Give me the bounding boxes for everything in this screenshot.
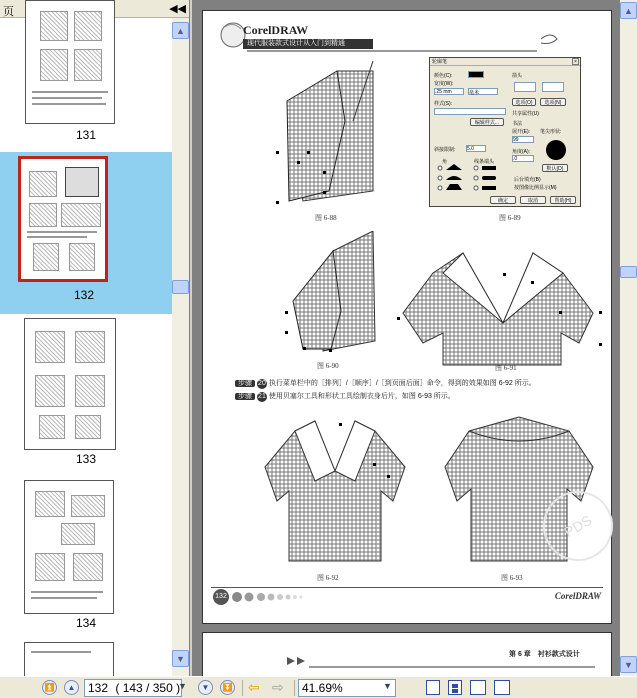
- thumbnail-page-135[interactable]: [0, 642, 172, 676]
- scroll-thumb[interactable]: [620, 266, 637, 278]
- miter-field: [466, 145, 486, 152]
- calligraphy-label: 书法: [512, 121, 523, 127]
- width-field: [434, 88, 464, 95]
- watermark-text: PDS: [561, 511, 595, 541]
- share-attributes-label: 共享属性(U): [512, 111, 539, 117]
- book-subtitle: 现代服装款式设计从入门到精通: [243, 39, 373, 49]
- current-page-value: 132: [88, 681, 109, 695]
- page-number: 132: [213, 589, 229, 605]
- thumbnail-image: [18, 156, 108, 282]
- thumbnail-label: 131: [75, 128, 97, 142]
- scroll-up-icon[interactable]: ▲: [172, 22, 189, 39]
- shirt-front-layered-drawing: [255, 411, 415, 569]
- step-20: [235, 378, 615, 389]
- close-icon: ×: [572, 58, 579, 65]
- style-label: 样式(S):: [434, 101, 453, 107]
- figure-caption: 图 6-89: [499, 214, 521, 222]
- color-swatch: [468, 71, 484, 78]
- edit-style-button: 编辑样式...: [470, 118, 504, 126]
- stretch-value: 99: [513, 137, 519, 143]
- document-view: [192, 0, 620, 676]
- color-label: 颜色(C):: [434, 73, 453, 79]
- previous-page-icon[interactable]: ▲: [64, 680, 79, 695]
- width-value: .25 mm: [435, 89, 452, 95]
- outline-pen-dialog: [429, 57, 581, 207]
- arrow-end-field: [542, 82, 564, 92]
- thumbnails-title: 页: [3, 6, 14, 18]
- arrow-options-button-1: 选项(O): [512, 98, 536, 106]
- thumbnail-image: [24, 642, 114, 676]
- unit-value: 毫米: [469, 90, 480, 96]
- scroll-thumb[interactable]: [172, 280, 189, 294]
- pdf-page-132: [202, 10, 612, 624]
- footer-dots: [231, 591, 311, 603]
- stretch-label: 展开(E):: [512, 129, 531, 135]
- figure-caption: 图 6-91: [495, 364, 517, 372]
- thumbnail-image: [25, 0, 115, 124]
- scroll-down-icon[interactable]: ▼: [172, 650, 189, 667]
- thumbnail-label: 132: [73, 288, 95, 302]
- nib-shape-preview: [546, 140, 566, 160]
- behind-fill-label: 后台填充(B): [514, 177, 541, 183]
- line-caps-label: 线条端头: [474, 159, 495, 165]
- step-label: 步骤: [235, 393, 255, 400]
- figure-caption: 图 6-90: [317, 362, 339, 370]
- thumbnail-page-134[interactable]: [0, 480, 172, 630]
- step-21: [235, 391, 615, 402]
- step-number: 20: [258, 380, 266, 387]
- step-label: 步骤: [235, 380, 255, 387]
- ok-button: 确定: [490, 196, 516, 204]
- thumbnail-page-133[interactable]: [0, 318, 172, 468]
- corner-and-cap-options: [436, 164, 512, 198]
- next-page-header: 第 6 章 衬衫款式设计: [509, 651, 580, 658]
- miter-label: 斜接限制:: [434, 147, 456, 153]
- angle-value: .0: [513, 156, 518, 162]
- default-button: 默认(D): [542, 164, 568, 172]
- shirt-sleeve-drawing: [273, 61, 383, 223]
- width-label: 宽度(W):: [434, 81, 454, 87]
- unit-field: [468, 88, 498, 95]
- first-page-icon[interactable]: ⏫: [42, 680, 57, 695]
- thumbnails-scrollbar[interactable]: [172, 18, 189, 676]
- arrow-options-button-2: 选项(N): [540, 98, 566, 106]
- figure-caption: 图 6-93: [501, 574, 523, 582]
- style-field: [434, 108, 506, 115]
- forward-arrow-icon[interactable]: ⇨: [272, 679, 284, 695]
- thumbnail-label: 134: [75, 616, 97, 630]
- thumbnails-pane: [0, 0, 190, 676]
- thumbnail-page-132[interactable]: [0, 152, 172, 314]
- step-number: 21: [258, 393, 266, 400]
- nib-shape-label: 笔尖形状:: [540, 129, 562, 135]
- step-text: 使用贝塞尔工具和形状工具绘制衣身后片，如图 6-93 所示。: [268, 393, 455, 400]
- step-text: 执行菜单栏中的［排列］/［顺序］/［到页面后面］命令，得到的效果如图 6-92 所示。: [268, 380, 536, 387]
- scroll-up-icon[interactable]: ▲: [620, 2, 637, 19]
- document-scrollbar[interactable]: [620, 0, 637, 676]
- pdf-page-133: [202, 632, 612, 676]
- dialog-title: 轮廓笔: [432, 59, 448, 65]
- help-button: 帮助(H): [550, 196, 576, 204]
- brand-title: CorelDRAW: [243, 23, 309, 37]
- page-dropdown-icon[interactable]: ▼: [178, 681, 187, 691]
- collapse-pane-icon[interactable]: ◀◀: [169, 3, 186, 15]
- cancel-button: 取消: [520, 196, 546, 204]
- thumbnail-image: [24, 480, 114, 614]
- arrow-start-field: [514, 82, 536, 92]
- thumbnail-image: [24, 318, 116, 450]
- single-page-layout-icon[interactable]: [426, 680, 440, 695]
- shirt-front-drawing: [393, 243, 603, 367]
- figure-caption: 图 6-88: [315, 214, 337, 222]
- thumbnail-list: [0, 18, 172, 676]
- next-page-icon[interactable]: ▼: [198, 680, 213, 695]
- back-arrow-icon[interactable]: ⇦: [248, 679, 260, 695]
- figure-caption: 图 6-92: [317, 574, 339, 582]
- continuous-layout-icon[interactable]: [448, 680, 462, 695]
- navigation-toolbar: [0, 676, 637, 698]
- zoom-input[interactable]: [298, 679, 396, 697]
- footer-brand: CorelDRAW: [554, 591, 601, 601]
- facing-layout-icon[interactable]: [470, 680, 486, 695]
- arrows-label: 箭头: [512, 73, 523, 79]
- angle-field: [512, 155, 534, 162]
- zoom-value: 41.69%: [302, 681, 343, 695]
- dialog-titlebar: [430, 58, 580, 66]
- scroll-down-icon[interactable]: ▼: [620, 656, 637, 673]
- angle-label: 角度(A):: [512, 149, 531, 155]
- stretch-field: [512, 136, 534, 143]
- thumbnail-page-131[interactable]: [0, 0, 172, 145]
- thumbnail-label: 133: [75, 452, 97, 466]
- corners-label: 角: [442, 159, 448, 165]
- scale-with-image-label: 按图像比例显示(M): [514, 185, 557, 191]
- page-number-input[interactable]: [84, 679, 182, 697]
- last-page-icon[interactable]: ⏬: [220, 680, 235, 695]
- shirt-shoulder-drawing: [283, 231, 383, 361]
- zoom-dropdown-icon[interactable]: ▼: [383, 681, 392, 691]
- miter-value: 5.0: [467, 146, 474, 152]
- continuous-facing-layout-icon[interactable]: [494, 680, 510, 695]
- page-count: ( 143 / 350 ): [115, 681, 181, 695]
